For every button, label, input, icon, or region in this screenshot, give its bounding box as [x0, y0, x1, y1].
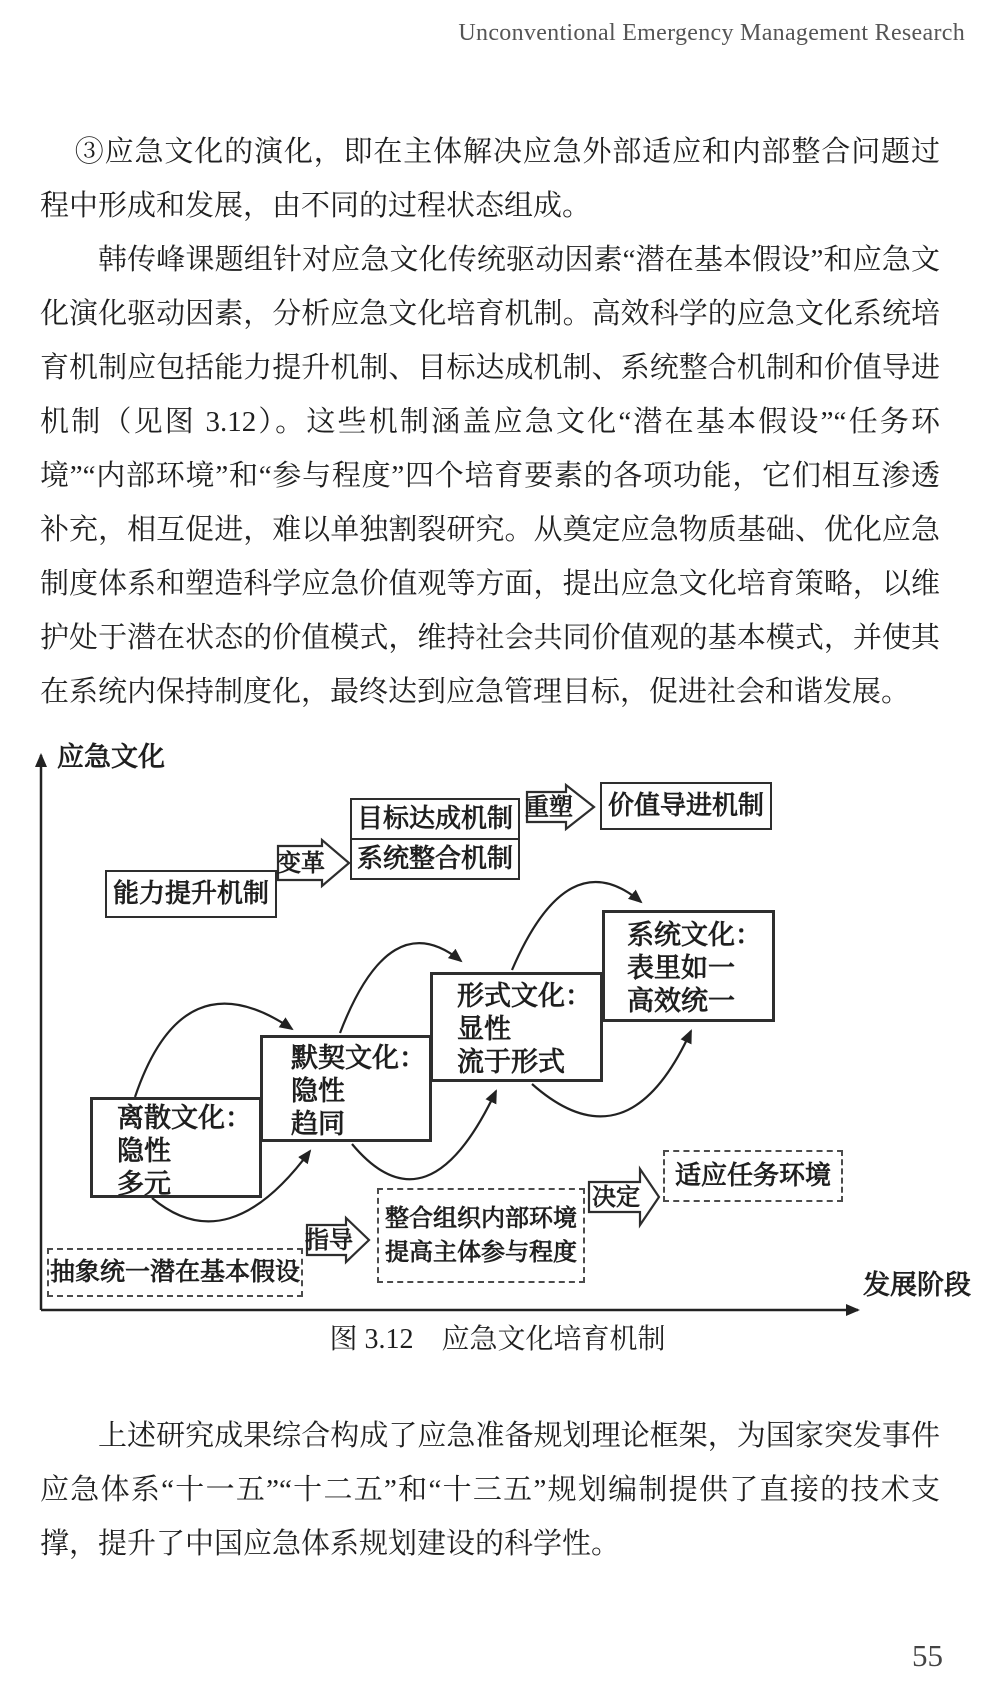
- figure-3-12: [0, 735, 981, 1320]
- figure-caption: 图 3.12 应急文化培育机制: [329, 1324, 666, 1355]
- box-system-culture: [602, 910, 775, 1022]
- box-line: 系统文化：: [627, 920, 762, 950]
- box-value-guidance-mechanism: 价值导进机制: [600, 782, 772, 830]
- box-line: 多元: [117, 1169, 171, 1199]
- x-axis-label: 发展阶段: [863, 1270, 971, 1300]
- box-line: 显性: [457, 1014, 511, 1044]
- body-text-top: [40, 125, 940, 719]
- block-arrow-reshape: [525, 785, 594, 829]
- paragraph-1: ③应急文化的演化，即在主体解决应急外部适应和内部整合问题过程中形成和发展，由不同的过程状态组成。: [40, 136, 940, 222]
- y-axis-label: 应急文化: [57, 742, 165, 772]
- box-capability-mechanism: 能力提升机制: [105, 870, 277, 918]
- block-arrow-decide-label: 决定: [592, 1185, 640, 1211]
- paragraph-3: 上述研究成果综合构成了应急准备规划理论框架，为国家突发事件应急体系“十一五”“十二五”和“十三五”规划编制提供了直接的技术支撑，提升了中国应急体系规划建设的科学性。: [40, 1420, 940, 1560]
- block-arrow-reshape-label: 重塑: [525, 795, 573, 821]
- box-integrate-internal-environment: [377, 1188, 585, 1283]
- paragraph-2: 韩传峰课题组针对应急文化传统驱动因素“潜在基本假设”和应急文化演化驱动因素，分析应急文化培育机制。高效科学的应急文化系统培育机制应包括能力提升机制、目标达成机制、系统整合机制和价值导进机制（见图 3.12）。这些机制涵盖应急文化“潜在基本假设”“任务环境”“内部环境”和“参与程度”四个培育要素的各项功能，它们相互渗透补充，相互促进，难以单独割裂研究。从奠定应急物质基础、优化应急制度体系和塑造科学应急价值观等方面，提出应急文化培育策略，以维护处于潜在状态的价值模式，维持社会共同价值观的基本模式，并使其在系统内保持制度化，最终达到应急管理目标，促进社会和谐发展。: [40, 244, 940, 708]
- box-formal-culture: [430, 972, 603, 1082]
- block-arrow-change: [277, 840, 349, 886]
- block-arrow-change-label: 变革: [277, 851, 325, 877]
- block-arrow-guide-label: 指导: [305, 1228, 353, 1254]
- box-goal-and-integration-mechanisms: [350, 798, 520, 880]
- box-tacit-culture: [260, 1035, 432, 1142]
- block-arrow-guide: [305, 1218, 369, 1262]
- box-line: 隐性: [291, 1076, 345, 1106]
- box-line: 提高主体参与程度: [385, 1240, 577, 1266]
- box-line: 流于形式: [457, 1047, 565, 1077]
- box-line: 离散文化：: [117, 1103, 252, 1133]
- box-abstract-basic-assumption: 抽象统一潜在基本假设: [47, 1248, 303, 1297]
- running-header: Unconventional Emergency Management Research: [458, 20, 965, 46]
- box-line: 形式文化：: [457, 981, 592, 1011]
- box-line: 趋同: [291, 1109, 345, 1139]
- body-text-bottom: [40, 1409, 940, 1571]
- box-line: 默契文化：: [291, 1043, 426, 1073]
- box-line: 表里如一: [627, 953, 735, 983]
- box-system-integration-mechanism: 系统整合机制: [356, 844, 513, 873]
- box-line: 隐性: [117, 1136, 171, 1166]
- box-adapt-task-environment: 适应任务环境: [663, 1150, 843, 1202]
- box-discrete-culture: [90, 1097, 262, 1198]
- box-goal-mechanism: 目标达成机制: [352, 800, 518, 840]
- box-line: 整合组织内部环境: [385, 1206, 577, 1232]
- page-number: 55: [912, 1638, 943, 1673]
- box-line: 高效统一: [627, 986, 735, 1016]
- block-arrow-decide: [589, 1169, 659, 1225]
